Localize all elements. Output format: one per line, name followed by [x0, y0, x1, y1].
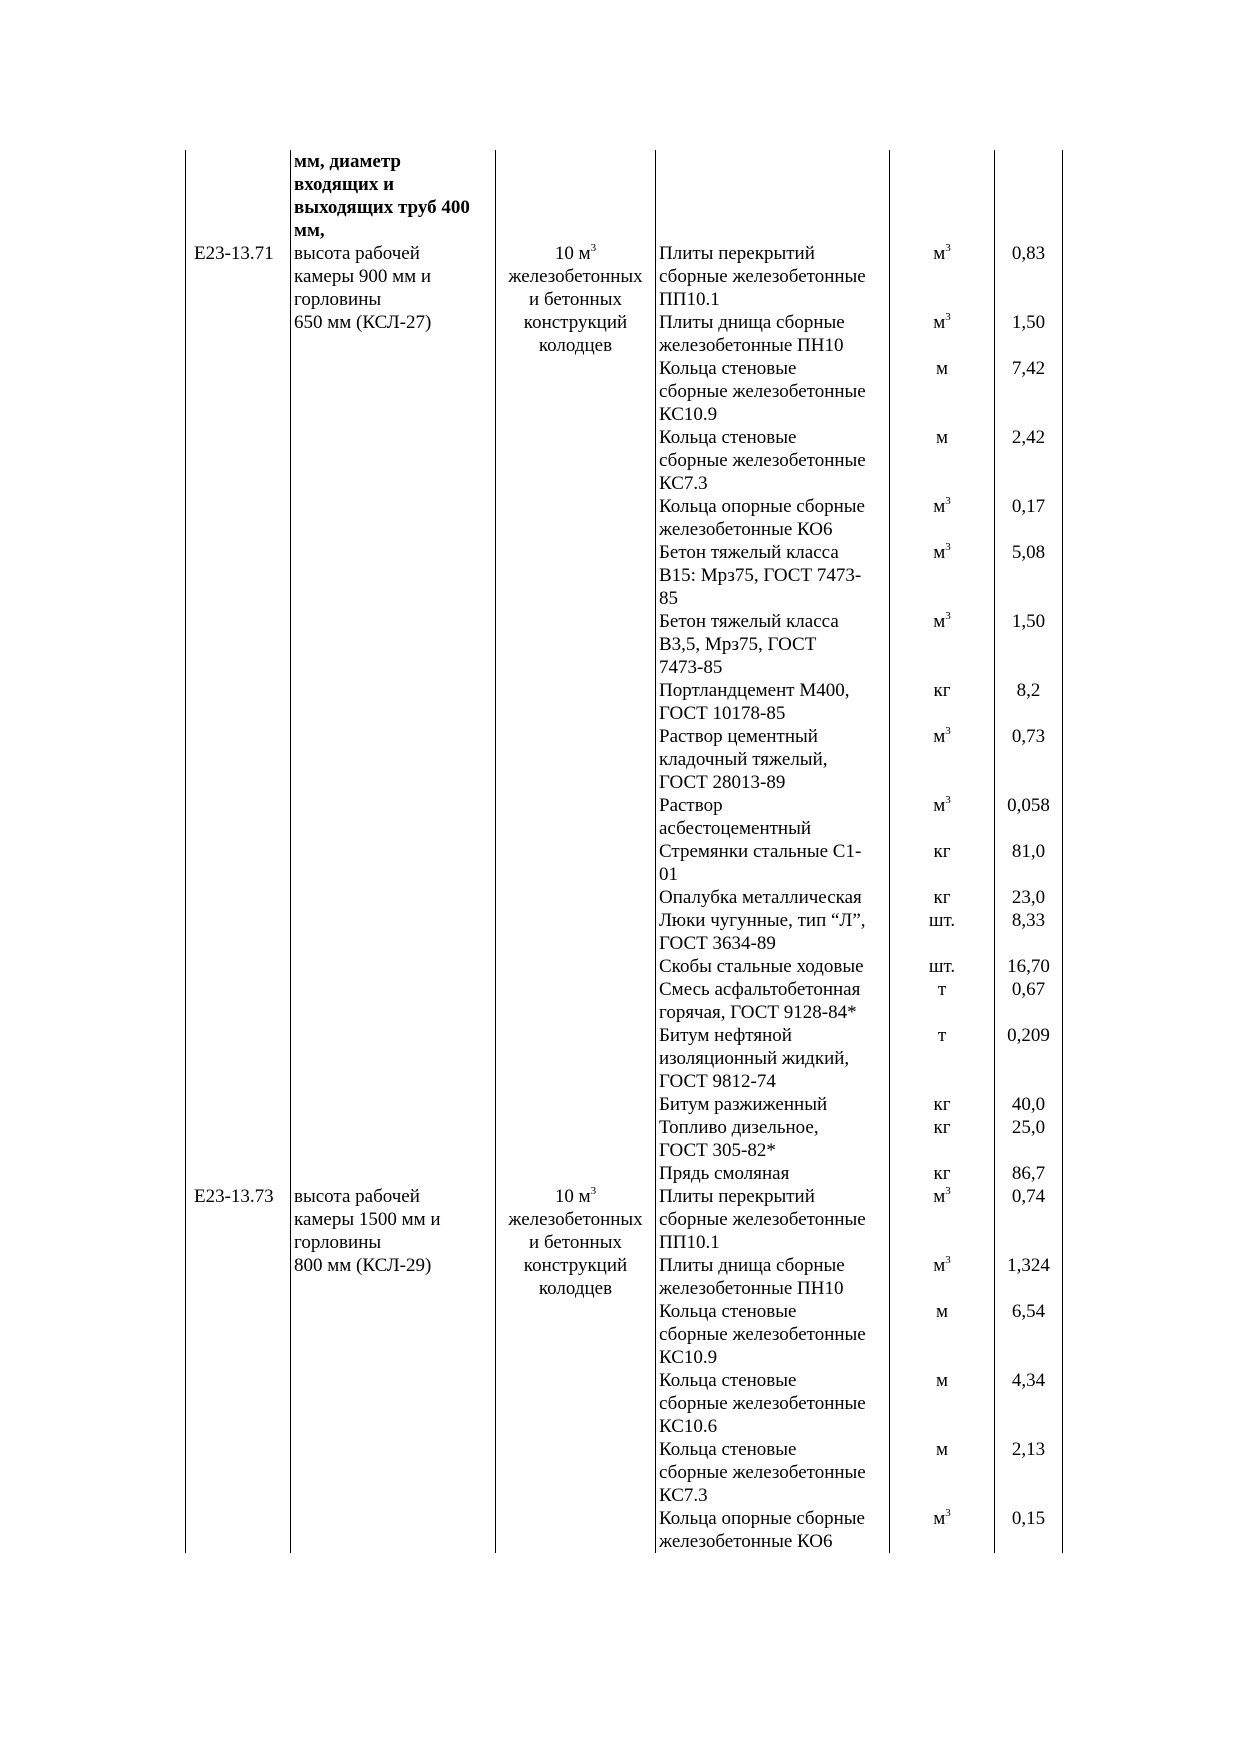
material-name: Прядь смоляная [656, 1162, 890, 1185]
unit-superscript: 3 [945, 1185, 951, 1197]
material-name: Кольца опорные сборные железобетонные КО6 [656, 495, 890, 541]
unit-superscript: 3 [945, 495, 951, 507]
material-unit [890, 909, 995, 955]
measure-unit [496, 1185, 656, 1553]
unit-text: 10 м [554, 1186, 591, 1207]
material-quantity: 6,54 [995, 1300, 1063, 1369]
material-quantity: 2,42 [995, 426, 1063, 495]
material-name: Битум нефтяной изоляционный жидкий, ГОСТ 9812-74 [656, 1024, 890, 1093]
material-name: Кольца стеновые сборные железобетонные КС7.3 [656, 1438, 890, 1507]
unit-superscript: 3 [945, 610, 951, 622]
material-quantity: 23,0 [995, 886, 1063, 909]
material-name: Раствор асбестоцементный [656, 794, 890, 840]
unit-text: т [937, 1025, 947, 1046]
material-unit [890, 1185, 995, 1254]
material-name: Бетон тяжелый класса В15: Мрз75, ГОСТ 7473- 85 [656, 541, 890, 610]
work-description: высота рабочей камеры 1500 мм и горловины 800 мм (КСЛ-29) [291, 1185, 496, 1553]
unit-superscript: 3 [590, 1185, 597, 1197]
unit-text: м [933, 1255, 946, 1276]
unit-text: 10 м [554, 243, 591, 264]
material-unit [890, 886, 995, 909]
material-quantity: 86,7 [995, 1162, 1063, 1185]
unit-text: м [933, 312, 946, 333]
unit-text: м [933, 1508, 946, 1529]
unit-text: кг [933, 1094, 951, 1115]
material-quantity: 1,324 [995, 1254, 1063, 1300]
unit-text: м [935, 427, 949, 448]
material-unit [890, 1024, 995, 1093]
material-name: Кольца стеновые сборные железобетонные КС10.9 [656, 357, 890, 426]
material-name: Портландцемент М400, ГОСТ 10178-85 [656, 679, 890, 725]
rate-code: Е23-13.71 [186, 242, 291, 1185]
material-quantity: 0,15 [995, 1507, 1063, 1553]
material-name: Кольца опорные сборные железобетонные КО6 [656, 1507, 890, 1553]
unit-text: м [933, 243, 946, 264]
material-unit [890, 794, 995, 840]
material-unit [890, 978, 995, 1024]
unit-text: кг [933, 1163, 951, 1184]
material-quantity: 0,209 [995, 1024, 1063, 1093]
material-name: Смесь асфальтобетонная горячая, ГОСТ 9128-84* [656, 978, 890, 1024]
material-quantity: 2,13 [995, 1438, 1063, 1507]
unit-superscript: 3 [590, 242, 597, 254]
material-name: Кольца стеновые сборные железобетонные КС10.6 [656, 1369, 890, 1438]
material-quantity: 81,0 [995, 840, 1063, 886]
material-quantity: 8,33 [995, 909, 1063, 955]
material-name: Кольца стеновые сборные железобетонные КС10.9 [656, 1300, 890, 1369]
material-unit [890, 1162, 995, 1185]
unit-superscript: 3 [945, 794, 951, 806]
materials-table [185, 150, 1063, 1553]
table-row [186, 242, 1063, 311]
material-name: Топливо дизельное, ГОСТ 305-82* [656, 1116, 890, 1162]
material-unit [890, 1093, 995, 1116]
material-quantity: 7,42 [995, 357, 1063, 426]
material-name: Раствор цементный кладочный тяжелый, ГОСТ 28013-89 [656, 725, 890, 794]
unit-text: шт. [928, 910, 956, 931]
material-unit [890, 1254, 995, 1300]
material-unit [890, 1116, 995, 1162]
material-quantity: 8,2 [995, 679, 1063, 725]
measure-rest: железобетонных и бетонных конструкций колодцев [508, 266, 643, 356]
material-name: Кольца стеновые сборные железобетонные КС7.3 [656, 426, 890, 495]
unit-text: м [935, 358, 949, 379]
material-name: Люки чугунные, тип “Л”, ГОСТ 3634-89 [656, 909, 890, 955]
unit-superscript: 3 [945, 541, 951, 553]
material-name: Плиты днища сборные железобетонные ПН10 [656, 311, 890, 357]
unit-superscript: 3 [945, 1254, 951, 1266]
material-quantity: 1,50 [995, 311, 1063, 357]
unit-text: шт. [928, 956, 956, 977]
unit-text: м [933, 496, 946, 517]
work-description: высота рабочей камеры 900 мм и горловины 650 мм (КСЛ-27) [291, 242, 496, 1185]
material-quantity: 4,34 [995, 1369, 1063, 1438]
material-unit [890, 541, 995, 610]
table-row [186, 1185, 1063, 1254]
unit-text: м [933, 542, 946, 563]
material-quantity: 1,50 [995, 610, 1063, 679]
unit-text: м [935, 1301, 949, 1322]
material-quantity: 0,74 [995, 1185, 1063, 1254]
continuation-row [186, 150, 1063, 242]
material-name: Плиты перекрытий сборные железобетонные ПП10.1 [656, 1185, 890, 1254]
material-quantity: 0,67 [995, 978, 1063, 1024]
material-name: Скобы стальные ходовые [656, 955, 890, 978]
unit-text: м [933, 1186, 946, 1207]
unit-superscript: 3 [945, 1507, 951, 1519]
unit-text: м [933, 795, 946, 816]
material-unit [890, 1438, 995, 1507]
material-unit [890, 495, 995, 541]
material-quantity: 0,83 [995, 242, 1063, 311]
unit-superscript: 3 [945, 311, 951, 323]
unit-text: кг [933, 841, 951, 862]
material-name: Плиты перекрытий сборные железобетонные ПП10.1 [656, 242, 890, 311]
material-name: Опалубка металлическая [656, 886, 890, 909]
material-quantity: 0,73 [995, 725, 1063, 794]
material-name: Бетон тяжелый класса В3,5, Мрз75, ГОСТ 7473-85 [656, 610, 890, 679]
unit-text: м [935, 1439, 949, 1460]
material-unit [890, 357, 995, 426]
material-unit [890, 840, 995, 886]
unit-text: м [933, 611, 946, 632]
unit-superscript: 3 [945, 242, 951, 254]
material-unit [890, 311, 995, 357]
measure-unit [496, 242, 656, 1185]
material-quantity: 0,17 [995, 495, 1063, 541]
unit-text: м [935, 1370, 949, 1391]
material-unit [890, 1507, 995, 1553]
material-name: Плиты днища сборные железобетонные ПН10 [656, 1254, 890, 1300]
material-quantity: 40,0 [995, 1093, 1063, 1116]
material-quantity: 16,70 [995, 955, 1063, 978]
unit-text: м [933, 726, 946, 747]
material-unit [890, 955, 995, 978]
material-quantity: 0,058 [995, 794, 1063, 840]
unit-text: кг [933, 1117, 951, 1138]
unit-text: кг [933, 680, 951, 701]
material-unit [890, 426, 995, 495]
material-unit [890, 242, 995, 311]
description-continuation: мм, диаметр входящих и выходящих труб 400 мм, [291, 150, 496, 242]
material-quantity: 5,08 [995, 541, 1063, 610]
material-quantity: 25,0 [995, 1116, 1063, 1162]
material-unit [890, 1369, 995, 1438]
material-name: Битум разжиженный [656, 1093, 890, 1116]
material-unit [890, 1300, 995, 1369]
rate-code: Е23-13.73 [186, 1185, 291, 1553]
measure-rest: железобетонных и бетонных конструкций колодцев [508, 1209, 643, 1299]
material-unit [890, 725, 995, 794]
material-unit [890, 679, 995, 725]
unit-text: кг [933, 887, 951, 908]
material-name: Стремянки стальные С1- 01 [656, 840, 890, 886]
material-unit [890, 610, 995, 679]
unit-superscript: 3 [945, 725, 951, 737]
unit-text: т [937, 979, 947, 1000]
